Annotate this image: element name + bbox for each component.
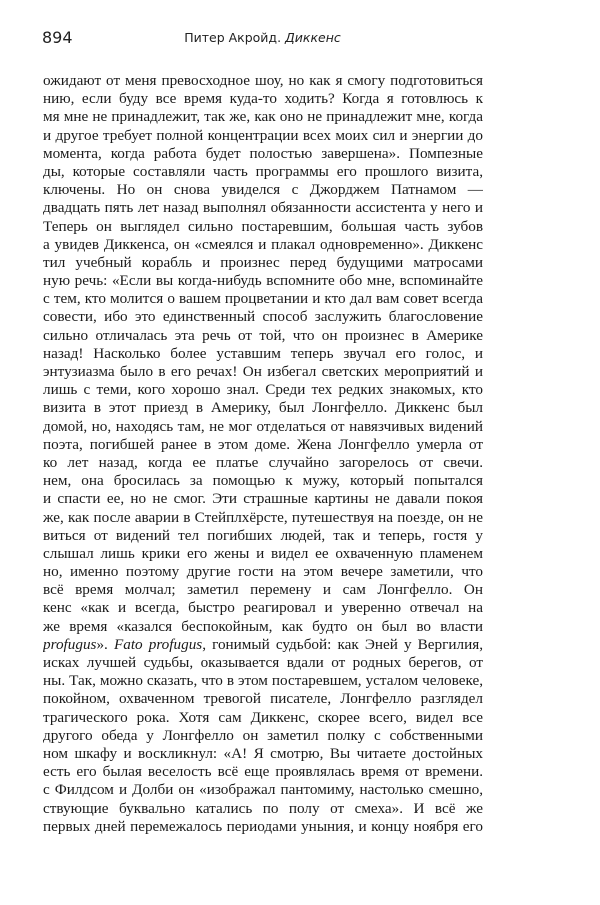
text-line: момента, когда работа будет полостью завершена». Помпезные bbox=[43, 144, 483, 162]
text-line: всё время молчал; заметил перемену и сам Лонгфелло. Он bbox=[43, 581, 483, 599]
text-line: совести, ибо это единственный способ заслужить благословение bbox=[43, 308, 483, 326]
text-segment: ». bbox=[96, 635, 114, 653]
page-number: 894 bbox=[42, 28, 73, 47]
text-line: первых дней перемежалось периодами уныния, и концу ноября его bbox=[43, 817, 483, 835]
text-line: ключены. Но он снова увиделся с Джорджем Патнамом — bbox=[43, 181, 483, 199]
text-line: домой, но, находясь там, не мог отделаться от навязчивых видений bbox=[43, 417, 483, 435]
text-line: исках лучшей судьбы, оказывается вдали от родных берегов, от bbox=[43, 654, 483, 671]
text-line: нем, она бросилась за помощью к мужу, который попытался bbox=[43, 472, 483, 490]
paragraph-lines-after bbox=[43, 654, 483, 836]
text-line: назад! Насколько более уставшим теперь звучал его голос, и bbox=[43, 344, 483, 362]
text-line bbox=[43, 636, 483, 654]
text-line: слышал лишь крики его жены и видел ее охваченную пламенем bbox=[43, 544, 483, 562]
text-line bbox=[43, 618, 483, 636]
text-line: визита в этот приезд в Америку, был Лонгфелло. Диккенс был bbox=[43, 399, 483, 417]
text-line: нию, если буду все время куда-то ходить? Когда я готовлюсь к bbox=[43, 90, 483, 108]
text-line: ную речь: «Если вы когда-нибудь вспомните обо мне, вспоминайте bbox=[43, 272, 483, 290]
paragraph-lines-before bbox=[43, 72, 483, 618]
text-line: же, как после аварии в Стейплхёрсте, путешествуя на поезде, он не bbox=[43, 508, 483, 526]
text-line: покойном, охваченном тревогой писателе, Лонгфелло разглядел bbox=[43, 690, 483, 708]
text-line: ном шкафу и воскликнул: «А! Я смотрю, Вы читаете достойных bbox=[43, 744, 483, 762]
running-head-title: Диккенс bbox=[285, 30, 341, 45]
text-line: есть его былая веселость всё еще проявлялась время от времени. bbox=[43, 763, 483, 781]
text-segment: , гонимый судьбой: как Эней у Вергилия, bbox=[202, 635, 483, 653]
text-line: мя мне не принадлежит, так же, как оно не принадлежит мне, когда bbox=[43, 108, 483, 126]
text-line: с тем, кто молится о вашем процветании и кто дал вам совет всегда bbox=[43, 290, 483, 308]
text-line: а увидев Диккенса, он «смеялся и плакал одновременно». Диккенс bbox=[43, 235, 483, 253]
latin-phrase: profugus bbox=[43, 635, 97, 653]
text-line: поэта, погибшей ранее в этом доме. Жена Лонгфелло умерла от bbox=[43, 435, 483, 453]
text-segment: же время «казался беспокойным, как будто он был во власти bbox=[43, 617, 483, 635]
text-line: и другое требует полной концентрации всех моих сил и энергии до bbox=[43, 126, 483, 144]
text-line: трагического рока. Хотя сам Диккенс, скорее всего, видел все bbox=[43, 708, 483, 726]
text-line: другого обеда у Лонгфелло он заметил полку с собственными bbox=[43, 726, 483, 744]
text-line: ды, которые составляли часть программы его прошлого визита, bbox=[43, 162, 483, 180]
text-line: энтузиазма было в его речах! Он избегал светских мероприятий и bbox=[43, 363, 483, 380]
text-line: и спасти ее, но не смог. Эти страшные картины не давали покоя bbox=[43, 490, 483, 508]
running-head-author: Питер Акройд. bbox=[184, 30, 286, 45]
text-line: ожидают от меня превосходное шоу, но как я смогу подготовиться bbox=[43, 72, 483, 89]
text-line: лишь с теми, кого хорошо знал. Среди тех редких знакомых, кто bbox=[43, 381, 483, 399]
text-line: ко лет назад, когда ее платье случайно загорелось от свечи. bbox=[43, 453, 483, 471]
text-line: ствующие буквально катались по полу от смеха». И всё же bbox=[43, 799, 483, 817]
text-line: с Филдсом и Долби он «изображал пантомиму, настолько смешно, bbox=[43, 781, 483, 799]
text-line: тил учебный корабль и произнес перед будущими матросами bbox=[43, 253, 483, 271]
body-text bbox=[43, 72, 483, 836]
text-line: но, именно поэтому другие гости на этом вечере заметили, что bbox=[43, 563, 483, 581]
text-line: Теперь он выглядел сильно постаревшим, большая часть зубов bbox=[43, 217, 483, 235]
latin-phrase: Fato profugus bbox=[113, 635, 203, 653]
text-line: кенс «как и всегда, быстро реагировал и уверенно отвечал на bbox=[43, 599, 483, 617]
text-line: виться от видений тел погибших людей, так и теперь, гостя у bbox=[43, 526, 483, 544]
text-line: сильно отличалась эта речь от той, что он произнес в Америке bbox=[43, 326, 483, 344]
running-head bbox=[0, 30, 525, 45]
text-line: двадцать пять лет назад выполнял обязанности ассистента у него и bbox=[43, 199, 483, 217]
text-line: ны. Так, можно сказать, что в этом постаревшем, усталом человеке, bbox=[43, 672, 483, 690]
